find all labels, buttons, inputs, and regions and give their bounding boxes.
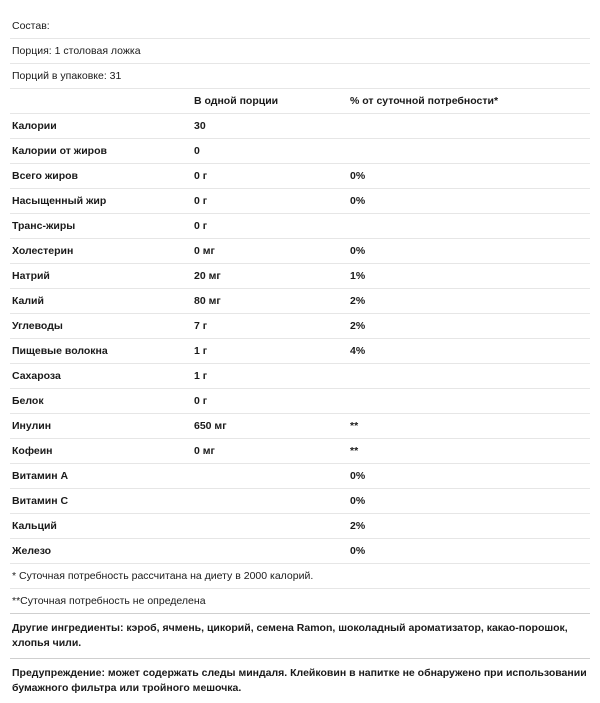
nutrient-amount [192,514,348,539]
nutrient-name: Кальций [10,514,192,539]
nutrient-amount: 0 мг [192,439,348,464]
nutrient-name: Витамин A [10,464,192,489]
allergen-warning: Предупреждение: может содержать следы миндаля. Клейковин в напитке не обнаружено при использовании бумажного фильтра или тройного мешочка. [10,658,590,703]
column-header-daily-value: % от суточной потребности* [348,89,590,114]
nutrition-table [10,89,590,564]
nutrient-daily-value [348,114,590,139]
nutrient-daily-value [348,214,590,239]
table-row [10,139,590,164]
nutrient-daily-value: ** [348,414,590,439]
table-row [10,189,590,214]
nutrient-name: Натрий [10,264,192,289]
nutrient-amount: 20 мг [192,264,348,289]
nutrient-daily-value: 4% [348,339,590,364]
nutrient-amount: 0 [192,139,348,164]
nutrient-daily-value: 0% [348,164,590,189]
nutrient-amount: 30 [192,114,348,139]
nutrient-name: Углеводы [10,314,192,339]
nutrient-amount: 650 мг [192,414,348,439]
nutrient-name: Белок [10,389,192,414]
nutrient-amount: 0 г [192,164,348,189]
table-row [10,489,590,514]
nutrient-name: Калории от жиров [10,139,192,164]
column-header-amount: В одной порции [192,89,348,114]
nutrient-daily-value: 2% [348,314,590,339]
table-row [10,389,590,414]
nutrient-daily-value [348,389,590,414]
nutrient-name: Калий [10,289,192,314]
nutrient-name: Насыщенный жир [10,189,192,214]
composition-label: Состав: [10,14,590,39]
nutrient-amount [192,539,348,564]
table-row [10,164,590,189]
table-header-row [10,89,590,114]
nutrient-daily-value: 2% [348,289,590,314]
table-row [10,364,590,389]
table-row [10,214,590,239]
nutrient-daily-value [348,364,590,389]
nutrient-amount [192,489,348,514]
nutrient-name: Сахароза [10,364,192,389]
nutrient-amount: 1 г [192,364,348,389]
footnote-daily-value: * Суточная потребность рассчитана на диету в 2000 калорий. [10,564,590,589]
table-row [10,539,590,564]
nutrient-daily-value: 0% [348,189,590,214]
nutrient-amount: 80 мг [192,289,348,314]
nutrient-amount: 0 г [192,189,348,214]
table-row [10,514,590,539]
nutrient-daily-value: ** [348,439,590,464]
table-row [10,314,590,339]
nutrient-amount [192,464,348,489]
table-row [10,239,590,264]
table-row [10,439,590,464]
nutrient-amount: 0 мг [192,239,348,264]
nutrient-name: Холестерин [10,239,192,264]
nutrient-name: Калории [10,114,192,139]
nutrient-name: Кофеин [10,439,192,464]
table-row [10,289,590,314]
table-row [10,339,590,364]
nutrient-name: Железо [10,539,192,564]
nutrient-daily-value: 2% [348,514,590,539]
other-ingredients: Другие ингредиенты: кэроб, ячмень, цикорий, семена Ramon, шоколадный ароматизатор, какао-порошок, хлопья чили. [10,613,590,658]
table-row [10,264,590,289]
nutrient-amount: 0 г [192,214,348,239]
nutrient-name: Всего жиров [10,164,192,189]
nutrient-name: Пищевые волокна [10,339,192,364]
nutrient-name: Инулин [10,414,192,439]
nutrient-name: Транс-жиры [10,214,192,239]
nutrient-daily-value: 0% [348,539,590,564]
nutrient-amount: 0 г [192,389,348,414]
nutrient-daily-value: 1% [348,264,590,289]
nutrient-amount: 1 г [192,339,348,364]
servings-per-container-label: Порций в упаковке: 31 [10,64,590,89]
nutrient-daily-value: 0% [348,489,590,514]
table-row [10,414,590,439]
nutrient-daily-value [348,139,590,164]
nutrient-daily-value: 0% [348,239,590,264]
footnote-not-established: **Суточная потребность не определена [12,595,206,607]
nutrient-daily-value: 0% [348,464,590,489]
table-row [10,464,590,489]
nutrient-amount: 7 г [192,314,348,339]
serving-size-label: Порция: 1 столовая ложка [10,39,590,64]
column-header-nutrient [10,89,192,114]
nutrient-name: Витамин C [10,489,192,514]
table-row [10,114,590,139]
